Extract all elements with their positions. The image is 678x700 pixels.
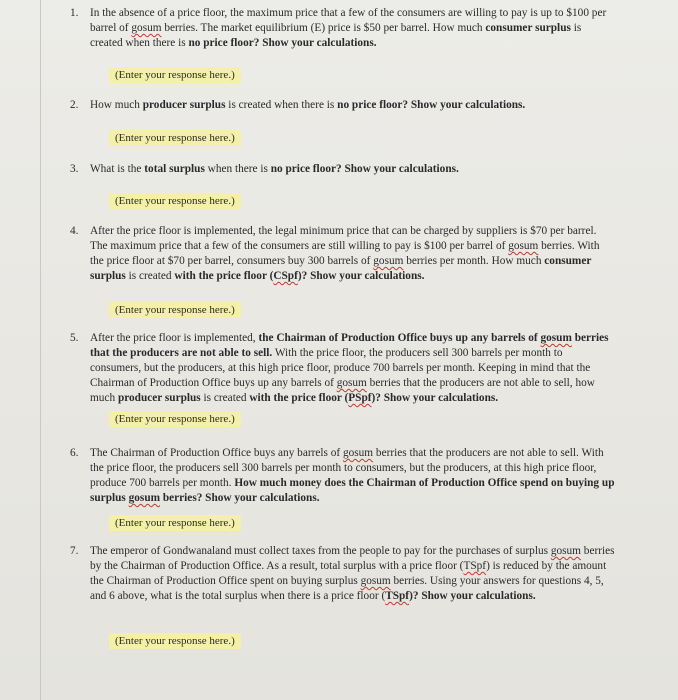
question-text [90, 98, 615, 113]
question-text [90, 331, 615, 406]
question-text-run: What is the [90, 163, 145, 175]
question-number: 4. [70, 225, 79, 237]
question-text-run: is created when there is [225, 99, 338, 111]
question-text-run: when there is [204, 163, 271, 175]
question-text [90, 224, 615, 284]
question-text-run: consumer surplus [90, 255, 592, 282]
question-text-run: no price floor? Show your calculations. [337, 99, 526, 111]
question-text-run: no price floor? Show your calculations. [270, 163, 459, 175]
response-field-3[interactable]: (Enter your response here.) [109, 193, 241, 209]
question-text-run: In the absence of a price floor, the maximum price that a few of the consumers are willing to pay is up to $100 per barrel of [90, 7, 607, 34]
question-6 [70, 446, 615, 506]
question-text-run: gosum [373, 255, 404, 267]
question-text-run: How much money does the Chairman of Production Office spend on buying up surplus [90, 477, 615, 504]
question-text-run: gosum [131, 22, 162, 34]
question-text-run: berries. The market equilibrium (E) price is $50 per barrel. How much [161, 22, 486, 34]
question-number: 1. [70, 7, 79, 19]
question-text-run: PSpf [348, 392, 372, 404]
question-text [90, 544, 615, 604]
question-text-run: After the price floor is implemented, the legal minimum price that can be charged by suppliers is $70 per barrel. The maximum price that a few of the consumers are still willing to pay is $100 per barrel of [90, 225, 597, 252]
question-text-run: with the price floor ( [249, 392, 349, 404]
page-margin-line [40, 0, 41, 700]
question-text-run: is created [125, 270, 175, 282]
question-5 [70, 331, 615, 406]
question-text-run: How much [90, 99, 143, 111]
question-number: 7. [70, 545, 79, 557]
question-text-run: With the price floor, the producers sell 300 barrels per month to consumers, but the producers, at this high price floor, produce 700 barrels per month. Keeping in mind that the Chairman of Production Office buys up any barrels of [90, 347, 591, 389]
question-text-run: The Chairman of Production Office buys any barrels of [90, 447, 343, 459]
response-field-5[interactable]: (Enter your response here.) [109, 411, 241, 427]
question-text-run: producer surplus [117, 392, 201, 404]
question-text-run: gosum [550, 545, 581, 557]
question-text-run: )? Show your calculations. [371, 392, 499, 404]
question-4 [70, 224, 615, 284]
question-text-run: berries by the Chairman of Production Office. As a result, total surplus with a price floor ( [90, 545, 615, 572]
question-2 [70, 98, 615, 113]
question-7 [70, 544, 615, 604]
question-text-run: TSpf [385, 590, 410, 602]
response-field-2[interactable]: (Enter your response here.) [109, 130, 241, 146]
question-text [90, 446, 615, 506]
question-text-run: berries that the producers are not able to sell. [90, 332, 609, 359]
response-field-4[interactable]: (Enter your response here.) [109, 302, 241, 318]
question-text-run: producer surplus [142, 99, 226, 111]
question-text-run: is created when there is [90, 22, 582, 49]
response-field-6[interactable]: (Enter your response here.) [109, 515, 241, 531]
question-number: 3. [70, 163, 79, 175]
question-text-run: gosum [342, 447, 374, 459]
question-text-run: berries that the producers are not able to sell. With the price floor, the producers sell 300 barrels per month to consumers, but the producers, at this high price floor, produce 700 barrels per month. [90, 447, 604, 489]
question-text-run: gosum [540, 332, 572, 344]
question-text-run: The emperor of Gondwanaland must collect taxes from the people to pay for the purchases of surplus [90, 545, 551, 557]
question-number: 2. [70, 99, 79, 111]
question-text-run: gosum [360, 575, 391, 587]
question-text-run: total surplus [144, 163, 205, 175]
question-text-run: no price floor? Show your calculations. [188, 37, 377, 49]
response-field-7[interactable]: (Enter your response here.) [109, 633, 241, 649]
question-text-run: ) is reduced by the amount the Chairman of Production Office spent on buying surplus [90, 560, 607, 587]
question-text-run: is created [200, 392, 250, 404]
question-1 [70, 6, 615, 51]
question-text [90, 6, 615, 51]
question-text-run: )? Show your calculations. [297, 270, 425, 282]
question-text-run: berries. With the price floor at $70 per barrel, consumers buy 300 barrels of [90, 240, 600, 267]
question-text-run: berries? Show your calculations. [160, 492, 320, 504]
question-text-run: CSpf [273, 270, 298, 282]
question-text-run: gosum [508, 240, 539, 252]
question-text-run: TSpf [463, 560, 487, 572]
response-field-1[interactable]: (Enter your response here.) [109, 67, 241, 83]
question-text-run: )? Show your calculations. [409, 590, 536, 602]
question-3 [70, 162, 615, 177]
question-number: 5. [70, 332, 79, 344]
question-text-run: consumer surplus [485, 22, 571, 34]
question-text-run: gosum [128, 492, 161, 504]
question-text-run: gosum [336, 377, 367, 389]
question-text-run: After the price floor is implemented, [90, 332, 259, 344]
question-text [90, 162, 615, 177]
question-number: 6. [70, 447, 79, 459]
question-text-run: berries that the producers are not able to sell, how much [90, 377, 595, 404]
question-text-run: with the price floor ( [174, 270, 274, 282]
question-text-run: berries per month. How much [403, 255, 545, 267]
question-text-run: berries. Using your answers for questions 4, 5, and 6 above, what is the total surplus when there is a price floor ( [90, 575, 604, 602]
question-text-run: the Chairman of Production Office buys up any barrels of [258, 332, 541, 344]
